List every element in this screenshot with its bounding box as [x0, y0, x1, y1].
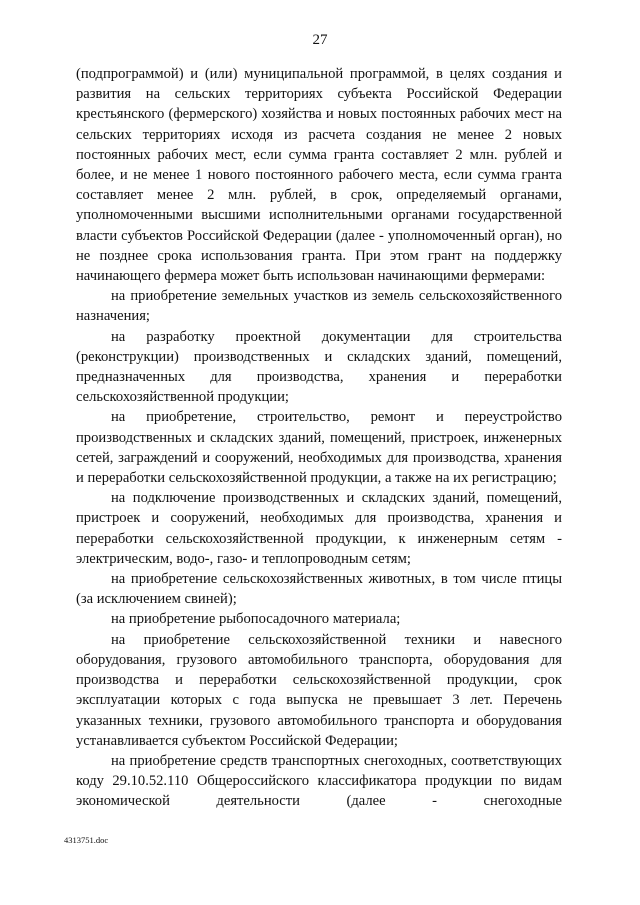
page-number: 27 — [312, 32, 328, 48]
document-body — [76, 64, 562, 812]
paragraph-machinery: на приобретение сельскохозяйственной техники и навесного оборудования, грузового автомобильного транспорта, оборудования для производства и переработки сельскохозяйственной продукции, срок эксплуатации которых с года выпуска не превышает 3 лет. Перечень указанных техники, грузового автомобильного транспорта и оборудования устанавливается субъектом Российской Федерации; — [76, 631, 562, 749]
paragraph-fish: на приобретение рыбопосадочного материала; — [111, 611, 401, 628]
paragraph-land: на приобретение земельных участков из земель сельскохозяйственного назначения; — [76, 288, 562, 325]
paragraph-construction: на приобретение, строительство, ремонт и переустройство производственных и складских зданий, помещений, пристроек, инженерных сетей, заграждений и сооружений, необходимых для производства, хранения и переработки сельскохозяйственной продукции, а также на их регистрацию; — [76, 409, 562, 487]
footer-filename: 4313751.doc — [64, 835, 109, 845]
paragraph-design-docs: на разработку проектной документации для строительства (реконструкции) производственных и складских зданий, помещений, предназначенных для производства, хранения и переработки сельскохозяйственной продукции; — [76, 328, 562, 406]
paragraph-intro: (подпрограммой) и (или) муниципальной программой, в целях создания и развития на сельских территориях субъекта Российской Федерации крестьянского (фермерского) хозяйства и новых постоянных рабочих мест на сельских территориях исходя из расчета создания не менее 2 новых постоянных рабочих мест, если сумма гранта составляет 2 млн. рублей и более, и не менее 1 нового постоянного рабочего места, если сумма гранта составляет менее 2 млн. рублей, в срок, определяемый органами, уполномоченными высшими исполнительными органами государственной власти субъектов Российской Федерации (далее - уполномоченный орган), но не позднее срока использования гранта. При этом грант на поддержку начинающего фермера может быть использован начинающими фермерами: — [76, 66, 562, 285]
paragraph-snowmobiles: на приобретение средств транспортных снегоходных, соответствующих коду 29.10.52.110 Общероссийского классификатора продукции по видам экономической деятельности (далее - снегоходные — [76, 752, 562, 810]
paragraph-utilities: на подключение производственных и складских зданий, помещений, пристроек и сооружений, необходимых для производства, хранения и переработки сельскохозяйственной продукции, к инженерным сетям - электрическим, водо-, газо- и теплопроводным сетям; — [76, 490, 562, 567]
paragraph-animals: на приобретение сельскохозяйственных животных, в том числе птицы (за исключением свиней); — [76, 571, 562, 608]
